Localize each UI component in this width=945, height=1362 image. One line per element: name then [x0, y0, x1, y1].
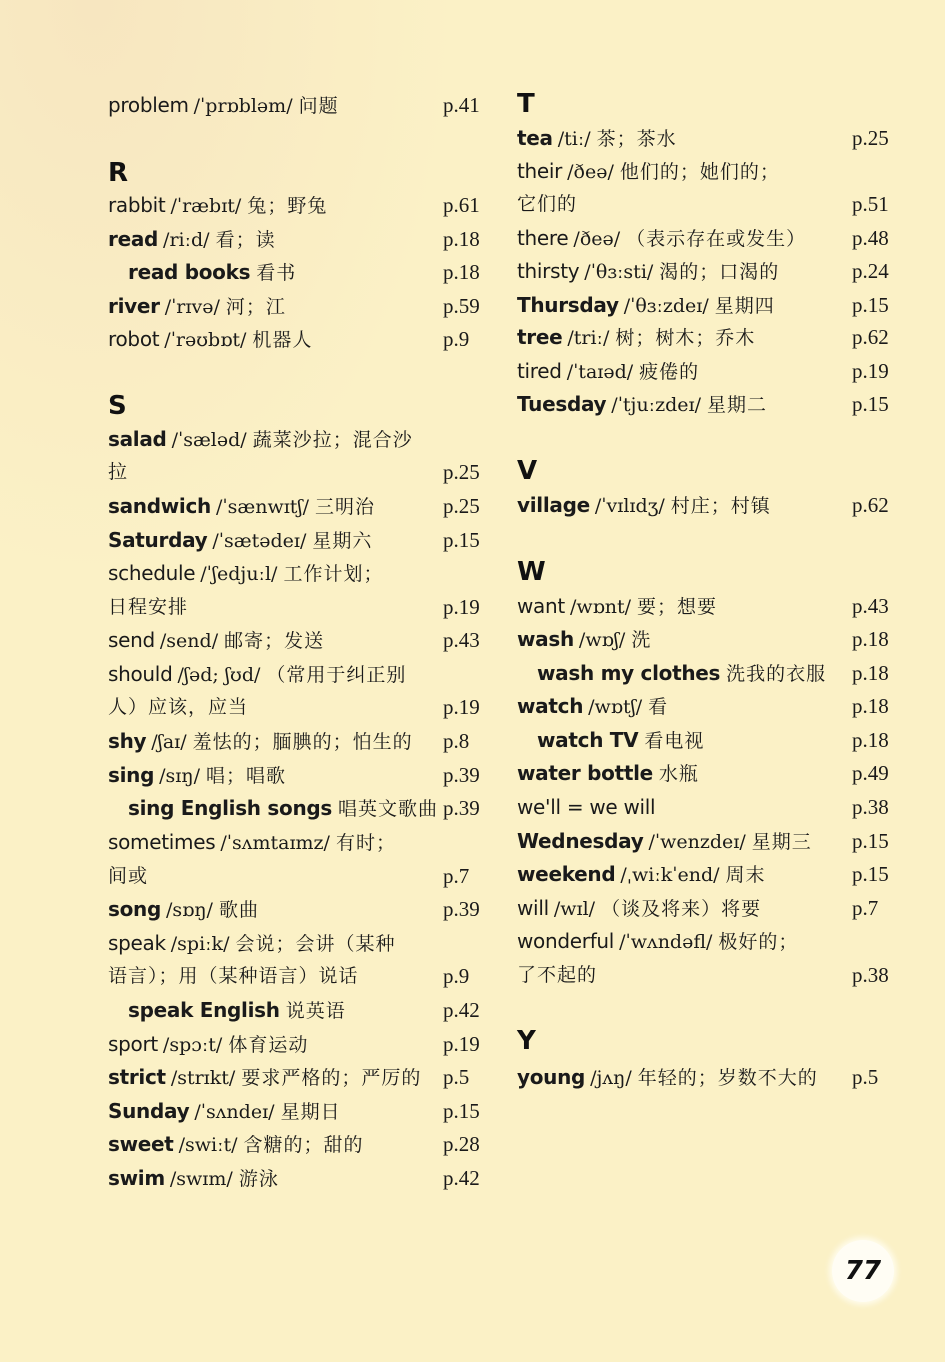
chinese-meaning: 拉 — [108, 461, 129, 483]
chinese-meaning: 星期六 — [312, 530, 373, 552]
headword: sandwich — [108, 494, 211, 518]
headword: thirsty — [517, 259, 580, 283]
chinese-meaning: （常用于纠正别 — [266, 664, 407, 686]
chinese-meaning: 说英语 — [285, 1000, 346, 1022]
headword: Tuesday — [517, 392, 607, 416]
glossary-entry — [108, 558, 484, 588]
page-ref: p.19 — [443, 1032, 480, 1056]
phonetic: /wɒtʃ/ — [588, 696, 643, 718]
headword: salad — [108, 427, 167, 451]
glossary-entry — [108, 1029, 484, 1059]
chinese-meaning: 三明治 — [315, 496, 376, 518]
page-ref: p.51 — [852, 192, 889, 216]
phonetic: /ˈʃedjuːl/ — [200, 563, 278, 585]
glossary-entry — [517, 322, 891, 352]
glossary-entry — [108, 90, 484, 120]
phonetic: /ʃaɪ/ — [151, 731, 187, 753]
section-letter: V — [517, 456, 538, 486]
glossary-entry — [517, 893, 891, 923]
chinese-meaning: 星期日 — [280, 1101, 341, 1123]
glossary-entry — [517, 691, 891, 721]
page-ref: p.39 — [443, 897, 480, 921]
headword: problem — [108, 93, 189, 117]
headword: speak — [108, 931, 166, 955]
chinese-meaning: 唱英文歌曲 — [338, 798, 439, 820]
phonetic: /sɒŋ/ — [166, 899, 213, 921]
page-ref: p.8 — [443, 729, 470, 753]
section-letter: R — [108, 158, 129, 188]
glossary-entry — [108, 291, 484, 321]
page-ref: p.15 — [852, 862, 889, 886]
headword: wash my clothes — [537, 661, 721, 685]
page-ref: p.62 — [852, 493, 889, 517]
page-ref: p.7 — [852, 896, 879, 920]
phonetic: /ˈsʌmtaɪmz/ — [220, 832, 330, 854]
glossary-entry — [517, 389, 891, 419]
headword: robot — [108, 327, 160, 351]
phonetic: /ʃəd; ʃʊd/ — [177, 664, 261, 686]
page-ref: p.5 — [443, 1065, 470, 1089]
chinese-meaning: 邮寄；发送 — [224, 630, 325, 652]
page-ref: p.9 — [443, 964, 470, 988]
phonetic: /ˈθɜːsti/ — [584, 261, 654, 283]
phonetic: /ˈrɪvə/ — [164, 296, 220, 318]
headword: wash — [517, 627, 574, 651]
chinese-meaning: 看书 — [256, 262, 297, 284]
headword: swim — [108, 1166, 165, 1190]
glossary-entry — [517, 826, 891, 856]
chinese-meaning: 唱；唱歌 — [206, 765, 287, 787]
headword: we'll = we will — [517, 795, 656, 819]
headword: sport — [108, 1032, 158, 1056]
headword: their — [517, 159, 563, 183]
chinese-meaning: 周末 — [725, 864, 766, 886]
glossary-phrase — [517, 725, 891, 755]
headword: sing — [108, 763, 155, 787]
chinese-meaning: 河；江 — [225, 296, 286, 318]
headword: Thursday — [517, 293, 619, 317]
headword: song — [108, 897, 161, 921]
chinese-meaning: 工作计划； — [283, 563, 384, 585]
glossary-entry — [108, 324, 484, 354]
page-ref: p.19 — [443, 595, 480, 619]
chinese-meaning: 它们的 — [517, 193, 578, 215]
section-letter: S — [108, 391, 127, 421]
headword: send — [108, 628, 155, 652]
headword: village — [517, 493, 590, 517]
glossary-phrase — [108, 995, 484, 1025]
phonetic: /riːd/ — [163, 229, 210, 251]
phonetic: /ðeə/ — [567, 161, 614, 183]
section-letter: T — [517, 89, 535, 119]
glossary-entry — [517, 926, 891, 956]
page-ref: p.49 — [852, 761, 889, 785]
glossary-entry — [108, 726, 484, 756]
headword: weekend — [517, 862, 616, 886]
section-letter: W — [517, 557, 546, 587]
chinese-meaning: 水瓶 — [658, 763, 699, 785]
page-ref: p.19 — [852, 359, 889, 383]
glossary-phrase — [108, 793, 484, 823]
chinese-meaning: 渴的；口渴的 — [659, 261, 780, 283]
chinese-meaning: 洗 — [631, 629, 652, 651]
headword: watch TV — [537, 728, 639, 752]
page-ref: p.18 — [852, 694, 889, 718]
phonetic: /ˈsʌndeɪ/ — [194, 1101, 275, 1123]
phonetic: /spɔːt/ — [162, 1034, 223, 1056]
page-ref: p.43 — [443, 628, 480, 652]
page-ref: p.9 — [443, 327, 470, 351]
chinese-meaning: 人）应该，应当 — [108, 696, 249, 718]
phonetic: /ˈsænwɪtʃ/ — [215, 496, 309, 518]
phonetic: /ˈprɒbləm/ — [193, 95, 293, 117]
phonetic: /triː/ — [567, 327, 610, 349]
headword: sometimes — [108, 830, 216, 854]
glossary-entry-continuation — [108, 457, 484, 487]
page-number-badge: 77 — [832, 1240, 894, 1302]
headword: schedule — [108, 561, 196, 585]
glossary-entry — [108, 894, 484, 924]
headword: strict — [108, 1065, 166, 1089]
page-ref: p.38 — [852, 963, 889, 987]
chinese-meaning: 羞怯的；腼腆的；怕生的 — [192, 731, 413, 753]
chinese-meaning: 语言）；用（某种语言）说话 — [108, 965, 359, 987]
phonetic: /ˈvɪlɪdʒ/ — [594, 495, 665, 517]
chinese-meaning: 星期四 — [714, 295, 775, 317]
chinese-meaning: 日程安排 — [108, 596, 189, 618]
phonetic: /sɪŋ/ — [159, 765, 200, 787]
page-ref: p.39 — [443, 796, 480, 820]
headword: speak English — [128, 998, 280, 1022]
glossary-entry-continuation — [108, 961, 484, 991]
glossary-phrase — [517, 658, 891, 688]
chinese-meaning: 体育运动 — [228, 1034, 309, 1056]
chinese-meaning: 树；树木；乔木 — [615, 327, 756, 349]
glossary-entry — [108, 928, 484, 958]
page-ref: p.19 — [443, 695, 480, 719]
phonetic: /wɒʃ/ — [578, 629, 626, 651]
glossary-entry — [108, 424, 484, 454]
page-ref: p.42 — [443, 1166, 480, 1190]
chinese-meaning: 问题 — [298, 95, 339, 117]
headword: read — [108, 227, 159, 251]
page-ref: p.48 — [852, 226, 889, 250]
phonetic: /wɒnt/ — [569, 596, 632, 618]
section-letter: Y — [517, 1026, 536, 1056]
glossary-entry — [108, 491, 484, 521]
chinese-meaning: 了不起的 — [517, 964, 598, 986]
chinese-meaning: 疲倦的 — [639, 361, 700, 383]
page-ref: p.59 — [443, 294, 480, 318]
glossary-entry — [108, 525, 484, 555]
headword: Sunday — [108, 1099, 190, 1123]
chinese-meaning: 间或 — [108, 865, 149, 887]
headword: there — [517, 226, 569, 250]
page-ref: p.25 — [443, 494, 480, 518]
chinese-meaning: 会说；会讲（某种 — [235, 933, 396, 955]
phonetic: /send/ — [159, 630, 219, 652]
headword: rabbit — [108, 193, 166, 217]
headword: will — [517, 896, 549, 920]
page-ref: p.15 — [852, 293, 889, 317]
glossary-entry — [517, 792, 891, 822]
phonetic: /ðeə/ — [573, 228, 621, 250]
glossary-entry — [517, 591, 891, 621]
page-ref: p.15 — [443, 1099, 480, 1123]
page-ref: p.5 — [852, 1065, 879, 1089]
chinese-meaning: 年轻的；岁数不大的 — [637, 1067, 818, 1089]
glossary-entry — [108, 1163, 484, 1193]
phonetic: /ˈwenzdeɪ/ — [648, 831, 746, 853]
page-ref: p.28 — [443, 1132, 480, 1156]
headword: should — [108, 662, 173, 686]
page-ref: p.42 — [443, 998, 480, 1022]
page-ref: p.39 — [443, 763, 480, 787]
phonetic: /ˈθɜːzdeɪ/ — [623, 295, 709, 317]
glossary-entry — [517, 624, 891, 654]
page-ref: p.18 — [852, 627, 889, 651]
page-ref: p.7 — [443, 864, 470, 888]
phonetic: /ˌwiːkˈend/ — [620, 864, 720, 886]
headword: watch — [517, 694, 584, 718]
chinese-meaning: 洗我的衣服 — [726, 663, 827, 685]
phonetic: /swiːt/ — [178, 1134, 238, 1156]
phonetic: /tiː/ — [557, 128, 591, 150]
chinese-meaning: 游泳 — [238, 1168, 279, 1190]
headword: tree — [517, 325, 563, 349]
glossary-entry — [108, 1062, 484, 1092]
glossary-entry — [517, 123, 891, 153]
glossary-entry-continuation — [108, 861, 484, 891]
headword: tired — [517, 359, 562, 383]
phonetic: /spiːk/ — [170, 933, 230, 955]
chinese-meaning: 极好的； — [718, 931, 799, 953]
glossary-entry — [108, 224, 484, 254]
phonetic: /ˈsæləd/ — [171, 429, 247, 451]
headword: read books — [128, 260, 251, 284]
chinese-meaning: 歌曲 — [218, 899, 259, 921]
chinese-meaning: 看；读 — [215, 229, 276, 251]
glossary-entry — [108, 1096, 484, 1126]
page-ref: p.41 — [443, 93, 480, 117]
headword: river — [108, 294, 160, 318]
chinese-meaning: 村庄；村镇 — [670, 495, 771, 517]
glossary-entry-continuation — [517, 960, 891, 990]
phonetic: /ˈræbɪt/ — [170, 195, 242, 217]
glossary-phrase — [108, 257, 484, 287]
chinese-meaning: 看 — [648, 696, 669, 718]
glossary-entry — [517, 758, 891, 788]
page-ref: p.43 — [852, 594, 889, 618]
headword: want — [517, 594, 565, 618]
phonetic: /ˈtjuːzdeɪ/ — [611, 394, 701, 416]
glossary-entry — [108, 1129, 484, 1159]
page-ref: p.62 — [852, 325, 889, 349]
glossary-entry-continuation — [108, 692, 484, 722]
glossary-entry-continuation — [108, 592, 484, 622]
chinese-meaning: 星期二 — [706, 394, 767, 416]
phonetic: /ˈsætədeɪ/ — [212, 530, 307, 552]
phonetic: /ˈtaɪəd/ — [566, 361, 634, 383]
page-ref: p.24 — [852, 259, 889, 283]
chinese-meaning: 机器人 — [252, 329, 313, 351]
headword: wonderful — [517, 929, 615, 953]
glossary-entry — [517, 356, 891, 386]
glossary-entry — [517, 290, 891, 320]
glossary-entry-continuation — [517, 189, 891, 219]
chinese-meaning: 他们的；她们的； — [619, 161, 780, 183]
chinese-meaning: 有时； — [335, 832, 396, 854]
chinese-meaning: 含糖的；甜的 — [243, 1134, 364, 1156]
glossary-entry — [517, 1062, 891, 1092]
chinese-meaning: 星期三 — [751, 831, 812, 853]
headword: tea — [517, 126, 553, 150]
page-ref: p.25 — [443, 460, 480, 484]
headword: young — [517, 1065, 586, 1089]
headword: Wednesday — [517, 829, 644, 853]
phonetic: /swɪm/ — [169, 1168, 233, 1190]
page-ref: p.15 — [443, 528, 480, 552]
glossary-entry — [517, 859, 891, 889]
chinese-meaning: 茶；茶水 — [596, 128, 677, 150]
chinese-meaning: 兔；野兔 — [247, 195, 328, 217]
glossary-entry — [517, 223, 891, 253]
glossary-entry — [108, 659, 484, 689]
page-ref: p.18 — [443, 260, 480, 284]
headword: Saturday — [108, 528, 208, 552]
glossary-entry — [517, 256, 891, 286]
headword: sweet — [108, 1132, 174, 1156]
page-ref: p.15 — [852, 392, 889, 416]
chinese-meaning: 要；想要 — [637, 596, 718, 618]
phonetic: /strɪkt/ — [170, 1067, 236, 1089]
page-ref: p.25 — [852, 126, 889, 150]
page-ref: p.18 — [852, 661, 889, 685]
chinese-meaning: 看电视 — [644, 730, 705, 752]
headword: shy — [108, 729, 147, 753]
chinese-meaning: （表示存在或发生） — [626, 228, 807, 250]
glossary-entry — [108, 827, 484, 857]
chinese-meaning: 蔬菜沙拉；混合沙 — [252, 429, 413, 451]
phonetic: /ˈrəʊbɒt/ — [164, 329, 247, 351]
glossary-entry — [517, 490, 891, 520]
phonetic: /wɪl/ — [553, 898, 596, 920]
page-ref: p.18 — [443, 227, 480, 251]
phonetic: /ˈwʌndəfl/ — [619, 931, 713, 953]
phonetic: /jʌŋ/ — [590, 1067, 632, 1089]
glossary-entry — [108, 625, 484, 655]
headword: sing English songs — [128, 796, 333, 820]
page-ref: p.18 — [852, 728, 889, 752]
glossary-entry — [108, 190, 484, 220]
chinese-meaning: （谈及将来）将要 — [601, 898, 762, 920]
page-ref: p.61 — [443, 193, 480, 217]
chinese-meaning: 要求严格的；严厉的 — [241, 1067, 422, 1089]
glossary-entry — [517, 156, 891, 186]
glossary-entry — [108, 760, 484, 790]
page-ref: p.38 — [852, 795, 889, 819]
headword: water bottle — [517, 761, 653, 785]
page-ref: p.15 — [852, 829, 889, 853]
